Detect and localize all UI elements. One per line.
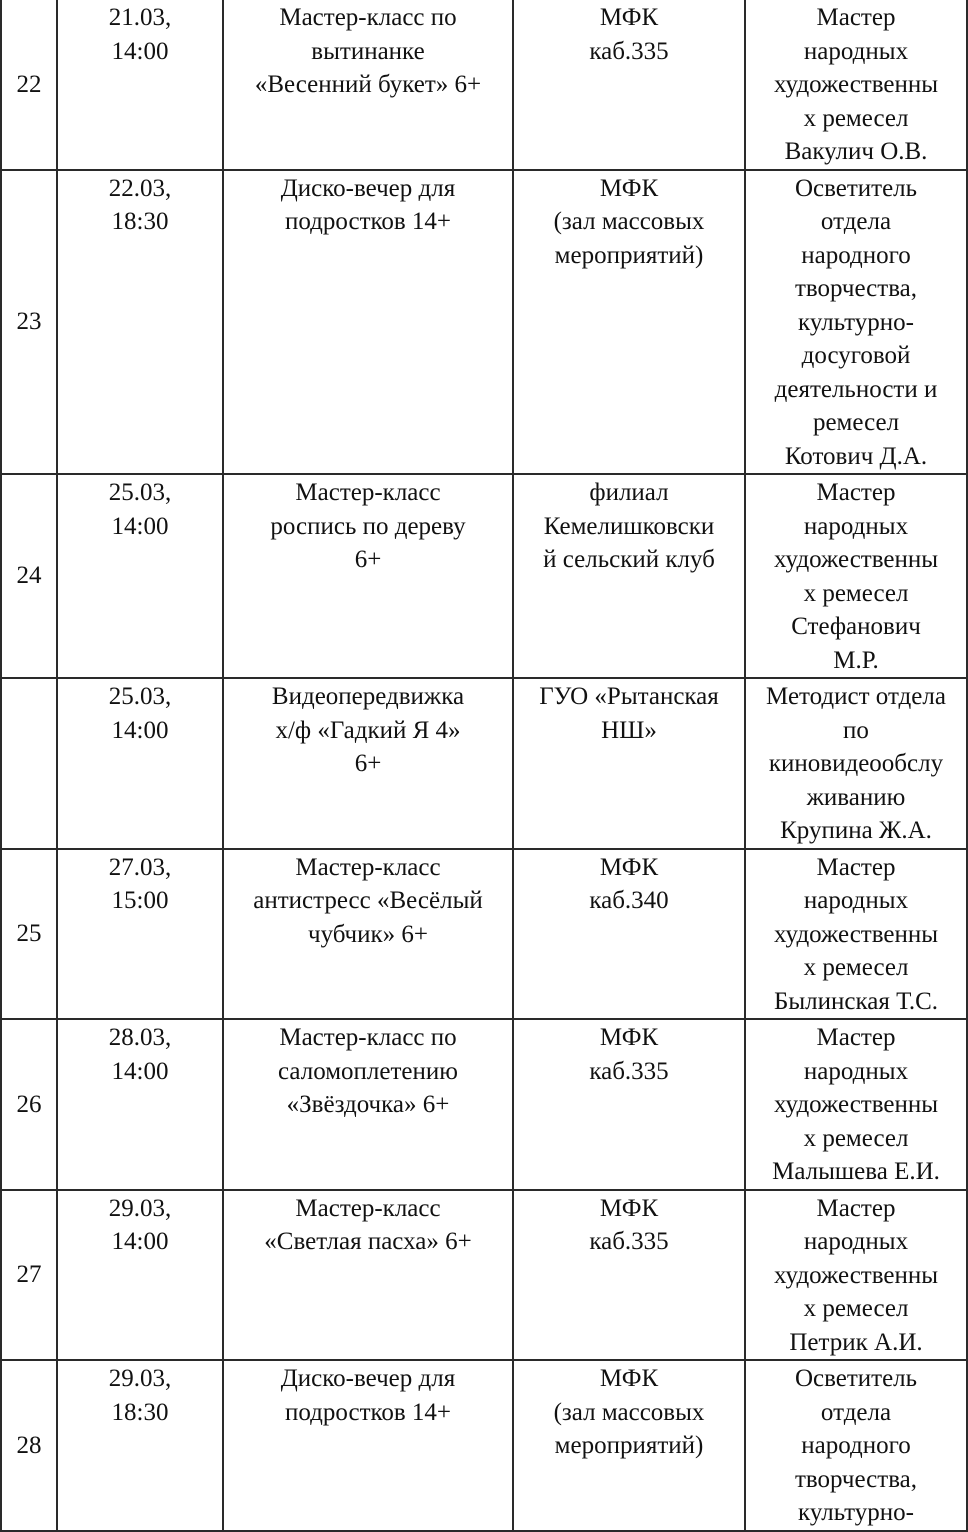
event-date-time: 27.03, 15:00 [57,849,223,1020]
event-location: МФК (зал массовых мероприятий) [513,170,745,475]
event-location: МФК каб.335 [513,1190,745,1361]
table-row [1,678,967,849]
event-location: МФК (зал массовых мероприятий) [513,1360,745,1531]
table-row [1,0,967,170]
row-number: 28 [1,1360,57,1531]
event-title: Мастер-класс по саломоплетению «Звёздочка» 6+ [223,1019,513,1190]
event-location: МФК каб.335 [513,0,745,170]
row-number [1,678,57,849]
row-number: 25 [1,849,57,1020]
event-location: МФК каб.335 [513,1019,745,1190]
event-title: Диско-вечер для подростков 14+ [223,170,513,475]
event-date-time: 21.03, 14:00 [57,0,223,170]
table-row [1,170,967,475]
event-location: МФК каб.340 [513,849,745,1020]
event-date-time: 22.03, 18:30 [57,170,223,475]
event-date-time: 28.03, 14:00 [57,1019,223,1190]
row-number: 23 [1,170,57,475]
table-row [1,474,967,678]
event-responsible: Мастер народных художественны х ремесел Малышева Е.И. [745,1019,967,1190]
event-date-time: 29.03, 14:00 [57,1190,223,1361]
event-date-time: 25.03, 14:00 [57,474,223,678]
event-responsible: Методист отдела по киновидеообслу живанию Крупина Ж.А. [745,678,967,849]
event-responsible: Осветитель отдела народного творчества, культурно- [745,1360,967,1531]
table-row [1,849,967,1020]
event-title: Мастер-класс антистресс «Весёлый чубчик» 6+ [223,849,513,1020]
event-date-time: 29.03, 18:30 [57,1360,223,1531]
event-title: Видеопередвижка х/ф «Гадкий Я 4» 6+ [223,678,513,849]
event-date-time: 25.03, 14:00 [57,678,223,849]
event-location: филиал Кемелишковски й сельский клуб [513,474,745,678]
event-title: Диско-вечер для подростков 14+ [223,1360,513,1531]
row-number: 22 [1,0,57,170]
table-row [1,1360,967,1531]
event-responsible: Мастер народных художественны х ремесел Былинская Т.С. [745,849,967,1020]
event-responsible: Мастер народных художественны х ремесел Петрик А.И. [745,1190,967,1361]
event-location: ГУО «Рытанская НШ» [513,678,745,849]
table-row [1,1190,967,1361]
row-number: 27 [1,1190,57,1361]
event-responsible: Осветитель отдела народного творчества, культурно- досуговой деятельности и ремесел Котович Д.А. [745,170,967,475]
event-title: Мастер-класс роспись по дереву 6+ [223,474,513,678]
table-row [1,1019,967,1190]
event-title: Мастер-класс по вытинанке «Весенний букет» 6+ [223,0,513,170]
row-number: 26 [1,1019,57,1190]
event-title: Мастер-класс «Светлая пасха» 6+ [223,1190,513,1361]
event-responsible: Мастер народных художественны х ремесел Стефанович М.Р. [745,474,967,678]
event-responsible: Мастер народных художественны х ремесел Вакулич О.В. [745,0,967,170]
row-number: 24 [1,474,57,678]
